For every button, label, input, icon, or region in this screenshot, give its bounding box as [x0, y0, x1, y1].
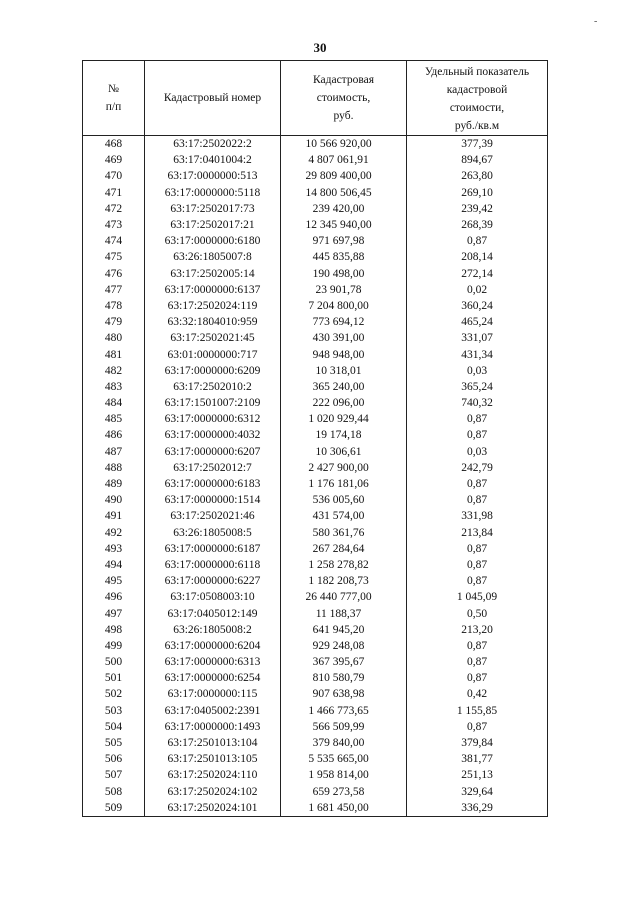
- row-number-cell: 495: [83, 573, 145, 589]
- cadastral-number-cell: 63:17:0000000:6137: [145, 282, 281, 298]
- table-row: [83, 266, 548, 282]
- table-row: [83, 703, 548, 719]
- cadastral-number-cell: 63:17:1501007:2109: [145, 395, 281, 411]
- unit-indicator-cell: 0,87: [407, 427, 548, 443]
- cadastral-value-cell: 367 395,67: [281, 654, 407, 670]
- cadastral-value-cell: 580 361,76: [281, 525, 407, 541]
- unit-indicator-cell: 269,10: [407, 185, 548, 201]
- table-row: [83, 605, 548, 621]
- cadastral-value-cell: 810 580,79: [281, 670, 407, 686]
- header-cadastral-number-label: Кадастровый номер: [163, 92, 262, 104]
- row-number-cell: 479: [83, 314, 145, 330]
- cadastral-value-cell: 1 176 181,06: [281, 476, 407, 492]
- cadastral-value-cell: 5 535 665,00: [281, 751, 407, 767]
- row-number-cell: 492: [83, 525, 145, 541]
- cadastral-value-cell: 1 182 208,73: [281, 573, 407, 589]
- unit-indicator-cell: 331,98: [407, 508, 548, 524]
- cadastral-value-cell: 971 697,98: [281, 233, 407, 249]
- cadastral-number-cell: 63:17:2502010:2: [145, 379, 281, 395]
- row-number-cell: 498: [83, 622, 145, 638]
- row-number-cell: 476: [83, 266, 145, 282]
- cadastral-value-cell: 430 391,00: [281, 330, 407, 346]
- header-num: [83, 61, 145, 136]
- unit-indicator-cell: 0,87: [407, 654, 548, 670]
- cadastral-number-cell: 63:17:0000000:115: [145, 686, 281, 702]
- cadastral-number-cell: 63:17:2501013:104: [145, 735, 281, 751]
- unit-indicator-cell: 0,87: [407, 573, 548, 589]
- table-row: [83, 298, 548, 314]
- cadastral-number-cell: 63:32:1804010:959: [145, 314, 281, 330]
- table-row: [83, 800, 548, 817]
- table-row: [83, 411, 548, 427]
- cadastral-value-cell: 1 466 773,65: [281, 703, 407, 719]
- unit-indicator-cell: 431,34: [407, 346, 548, 362]
- cadastral-value-cell: 641 945,20: [281, 622, 407, 638]
- unit-indicator-cell: 0,03: [407, 444, 548, 460]
- cadastral-value-cell: 379 840,00: [281, 735, 407, 751]
- unit-indicator-cell: 263,80: [407, 168, 548, 184]
- cadastral-value-cell: 1 681 450,00: [281, 800, 407, 817]
- cadastral-value-cell: 773 694,12: [281, 314, 407, 330]
- cadastral-number-cell: 63:17:2502021:45: [145, 330, 281, 346]
- row-number-cell: 502: [83, 686, 145, 702]
- table-row: [83, 767, 548, 783]
- table-row: [83, 444, 548, 460]
- table-row: [83, 492, 548, 508]
- cadastral-value-cell: 1 958 814,00: [281, 767, 407, 783]
- table-row: [83, 379, 548, 395]
- cadastral-number-cell: 63:17:2502017:21: [145, 217, 281, 233]
- row-number-cell: 471: [83, 185, 145, 201]
- table-row: [83, 589, 548, 605]
- unit-indicator-cell: 0,87: [407, 638, 548, 654]
- cadastral-number-cell: 63:17:0000000:513: [145, 168, 281, 184]
- table-row: [83, 460, 548, 476]
- unit-indicator-cell: 213,84: [407, 525, 548, 541]
- cadastral-value-cell: 7 204 800,00: [281, 298, 407, 314]
- row-number-cell: 493: [83, 541, 145, 557]
- row-number-cell: 478: [83, 298, 145, 314]
- unit-indicator-cell: 0,02: [407, 282, 548, 298]
- cadastral-number-cell: 63:17:0000000:6313: [145, 654, 281, 670]
- cadastral-number-cell: 63:17:0000000:6180: [145, 233, 281, 249]
- row-number-cell: 501: [83, 670, 145, 686]
- cadastral-value-cell: 948 948,00: [281, 346, 407, 362]
- unit-indicator-cell: 329,64: [407, 784, 548, 800]
- unit-indicator-cell: 336,29: [407, 800, 548, 817]
- cadastral-value-cell: 267 284,64: [281, 541, 407, 557]
- cadastral-value-cell: 907 638,98: [281, 686, 407, 702]
- header-cadastral-value: [281, 61, 407, 136]
- cadastral-number-cell: 63:17:0000000:6227: [145, 573, 281, 589]
- cadastral-value-cell: 12 345 940,00: [281, 217, 407, 233]
- unit-indicator-cell: 0,87: [407, 541, 548, 557]
- table-row: [83, 686, 548, 702]
- cadastral-number-cell: 63:17:2502024:101: [145, 800, 281, 817]
- table-row: [83, 751, 548, 767]
- table-row: [83, 784, 548, 800]
- table-row: [83, 152, 548, 168]
- table-row: [83, 346, 548, 362]
- row-number-cell: 497: [83, 605, 145, 621]
- unit-indicator-cell: 0,50: [407, 605, 548, 621]
- cadastral-value-cell: 445 835,88: [281, 249, 407, 265]
- cadastral-value-cell: 365 240,00: [281, 379, 407, 395]
- cadastral-number-cell: 63:17:0000000:1514: [145, 492, 281, 508]
- table-row: [83, 201, 548, 217]
- cadastral-value-table: [82, 60, 548, 817]
- cadastral-number-cell: 63:17:0000000:6187: [145, 541, 281, 557]
- table-row: [83, 427, 548, 443]
- unit-indicator-cell: 740,32: [407, 395, 548, 411]
- page-number: 30: [313, 40, 327, 55]
- cadastral-value-cell: 536 005,60: [281, 492, 407, 508]
- cadastral-value-cell: 566 509,99: [281, 719, 407, 735]
- table-row: [83, 557, 548, 573]
- unit-indicator-cell: 0,87: [407, 492, 548, 508]
- row-number-cell: 507: [83, 767, 145, 783]
- row-number-cell: 494: [83, 557, 145, 573]
- cadastral-number-cell: 63:17:0000000:6209: [145, 363, 281, 379]
- cadastral-number-cell: 63:17:2502005:14: [145, 266, 281, 282]
- unit-indicator-cell: 379,84: [407, 735, 548, 751]
- cadastral-number-cell: 63:17:0405002:2391: [145, 703, 281, 719]
- cadastral-number-cell: 63:26:1805007:8: [145, 249, 281, 265]
- unit-indicator-cell: 208,14: [407, 249, 548, 265]
- row-number-cell: 480: [83, 330, 145, 346]
- unit-indicator-cell: 0,87: [407, 670, 548, 686]
- unit-indicator-cell: 365,24: [407, 379, 548, 395]
- row-number-cell: 488: [83, 460, 145, 476]
- row-number-cell: 504: [83, 719, 145, 735]
- table-row: [83, 363, 548, 379]
- table-body: [83, 136, 548, 817]
- row-number-cell: 481: [83, 346, 145, 362]
- table-row: [83, 573, 548, 589]
- row-number-cell: 505: [83, 735, 145, 751]
- cadastral-number-cell: 63:17:2502024:119: [145, 298, 281, 314]
- cadastral-value-cell: 222 096,00: [281, 395, 407, 411]
- cadastral-value-cell: 659 273,58: [281, 784, 407, 800]
- cadastral-value-cell: 929 248,08: [281, 638, 407, 654]
- cadastral-value-cell: 10 318,01: [281, 363, 407, 379]
- row-number-cell: 472: [83, 201, 145, 217]
- unit-indicator-cell: 1 155,85: [407, 703, 548, 719]
- table-row: [83, 168, 548, 184]
- cadastral-number-cell: 63:17:2502024:110: [145, 767, 281, 783]
- row-number-cell: 486: [83, 427, 145, 443]
- unit-indicator-cell: 331,07: [407, 330, 548, 346]
- header-row: [83, 61, 548, 136]
- cadastral-number-cell: 63:17:0000000:6118: [145, 557, 281, 573]
- row-number-cell: 485: [83, 411, 145, 427]
- cadastral-number-cell: 63:17:0000000:6204: [145, 638, 281, 654]
- row-number-cell: 503: [83, 703, 145, 719]
- cadastral-number-cell: 63:17:0000000:6312: [145, 411, 281, 427]
- unit-indicator-cell: 894,67: [407, 152, 548, 168]
- cadastral-number-cell: 63:17:2502024:102: [145, 784, 281, 800]
- row-number-cell: 477: [83, 282, 145, 298]
- cadastral-value-cell: 190 498,00: [281, 266, 407, 282]
- cadastral-number-cell: 63:01:0000000:717: [145, 346, 281, 362]
- row-number-cell: 487: [83, 444, 145, 460]
- cadastral-number-cell: 63:17:2502021:46: [145, 508, 281, 524]
- unit-indicator-cell: 0,87: [407, 411, 548, 427]
- row-number-cell: 508: [83, 784, 145, 800]
- table-row: [83, 476, 548, 492]
- row-number-cell: 474: [83, 233, 145, 249]
- row-number-cell: 484: [83, 395, 145, 411]
- row-number-cell: 470: [83, 168, 145, 184]
- unit-indicator-cell: 465,24: [407, 314, 548, 330]
- cadastral-number-cell: 63:17:0405012:149: [145, 605, 281, 621]
- cadastral-number-cell: 63:17:0000000:4032: [145, 427, 281, 443]
- table-row: [83, 395, 548, 411]
- row-number-cell: 491: [83, 508, 145, 524]
- table-row: [83, 525, 548, 541]
- unit-indicator-cell: 0,42: [407, 686, 548, 702]
- cadastral-value-cell: 19 174,18: [281, 427, 407, 443]
- cadastral-number-cell: 63:17:2502022:2: [145, 136, 281, 153]
- cadastral-number-cell: 63:17:0000000:6207: [145, 444, 281, 460]
- table-row: [83, 314, 548, 330]
- cadastral-value-cell: 23 901,78: [281, 282, 407, 298]
- unit-indicator-cell: 268,39: [407, 217, 548, 233]
- table-row: [83, 719, 548, 735]
- cadastral-value-cell: 29 809 400,00: [281, 168, 407, 184]
- table-row: [83, 541, 548, 557]
- cadastral-number-cell: 63:17:2501013:105: [145, 751, 281, 767]
- unit-indicator-cell: 239,42: [407, 201, 548, 217]
- cadastral-value-cell: 2 427 900,00: [281, 460, 407, 476]
- cadastral-value-cell: 431 574,00: [281, 508, 407, 524]
- cadastral-value-cell: 14 800 506,45: [281, 185, 407, 201]
- cadastral-value-cell: 26 440 777,00: [281, 589, 407, 605]
- row-number-cell: 496: [83, 589, 145, 605]
- cadastral-number-cell: 63:17:0000000:1493: [145, 719, 281, 735]
- unit-indicator-cell: 360,24: [407, 298, 548, 314]
- row-number-cell: 468: [83, 136, 145, 153]
- row-number-cell: 499: [83, 638, 145, 654]
- table-header: [83, 61, 548, 136]
- header-unit-indicator-label: Удельный показатель кадастровой стоимости, руб./кв.м: [424, 66, 530, 132]
- scan-mark: -: [594, 16, 598, 27]
- unit-indicator-cell: 0,87: [407, 233, 548, 249]
- header-unit-indicator: [407, 61, 548, 136]
- row-number-cell: 473: [83, 217, 145, 233]
- unit-indicator-cell: 377,39: [407, 136, 548, 153]
- row-number-cell: 490: [83, 492, 145, 508]
- cadastral-value-cell: 1 020 929,44: [281, 411, 407, 427]
- cadastral-number-cell: 63:17:0000000:6254: [145, 670, 281, 686]
- row-number-cell: 509: [83, 800, 145, 817]
- table-row: [83, 330, 548, 346]
- table-row: [83, 249, 548, 265]
- unit-indicator-cell: 381,77: [407, 751, 548, 767]
- table-row: [83, 622, 548, 638]
- row-number-cell: 506: [83, 751, 145, 767]
- table-row: [83, 282, 548, 298]
- cadastral-value-cell: 10 566 920,00: [281, 136, 407, 153]
- cadastral-value-cell: 10 306,61: [281, 444, 407, 460]
- header-num-label: № п/п: [105, 83, 122, 113]
- row-number-cell: 475: [83, 249, 145, 265]
- unit-indicator-cell: 213,20: [407, 622, 548, 638]
- cadastral-value-cell: 1 258 278,82: [281, 557, 407, 573]
- unit-indicator-cell: 0,03: [407, 363, 548, 379]
- table-row: [83, 735, 548, 751]
- cadastral-value-cell: 4 807 061,91: [281, 152, 407, 168]
- cadastral-number-cell: 63:17:0508003:10: [145, 589, 281, 605]
- unit-indicator-cell: 0,87: [407, 719, 548, 735]
- row-number-cell: 482: [83, 363, 145, 379]
- unit-indicator-cell: 0,87: [407, 476, 548, 492]
- cadastral-number-cell: 63:17:0000000:6183: [145, 476, 281, 492]
- table-row: [83, 670, 548, 686]
- unit-indicator-cell: 251,13: [407, 767, 548, 783]
- table-row: [83, 508, 548, 524]
- cadastral-number-cell: 63:17:0000000:5118: [145, 185, 281, 201]
- cadastral-number-cell: 63:17:2502012:7: [145, 460, 281, 476]
- header-cadastral-value-label: Кадастровая стоимость, руб.: [312, 74, 375, 122]
- cadastral-number-cell: 63:26:1805008:2: [145, 622, 281, 638]
- header-cadastral-number: [145, 61, 281, 136]
- table-row: [83, 654, 548, 670]
- row-number-cell: 489: [83, 476, 145, 492]
- cadastral-value-cell: 11 188,37: [281, 605, 407, 621]
- table-row: [83, 638, 548, 654]
- table-row: [83, 233, 548, 249]
- cadastral-number-cell: 63:26:1805008:5: [145, 525, 281, 541]
- table-row: [83, 217, 548, 233]
- row-number-cell: 483: [83, 379, 145, 395]
- row-number-cell: 469: [83, 152, 145, 168]
- cadastral-value-cell: 239 420,00: [281, 201, 407, 217]
- row-number-cell: 500: [83, 654, 145, 670]
- unit-indicator-cell: 242,79: [407, 460, 548, 476]
- cadastral-number-cell: 63:17:2502017:73: [145, 201, 281, 217]
- unit-indicator-cell: 272,14: [407, 266, 548, 282]
- unit-indicator-cell: 0,87: [407, 557, 548, 573]
- table-row: [83, 185, 548, 201]
- cadastral-number-cell: 63:17:0401004:2: [145, 152, 281, 168]
- table-row: [83, 136, 548, 153]
- unit-indicator-cell: 1 045,09: [407, 589, 548, 605]
